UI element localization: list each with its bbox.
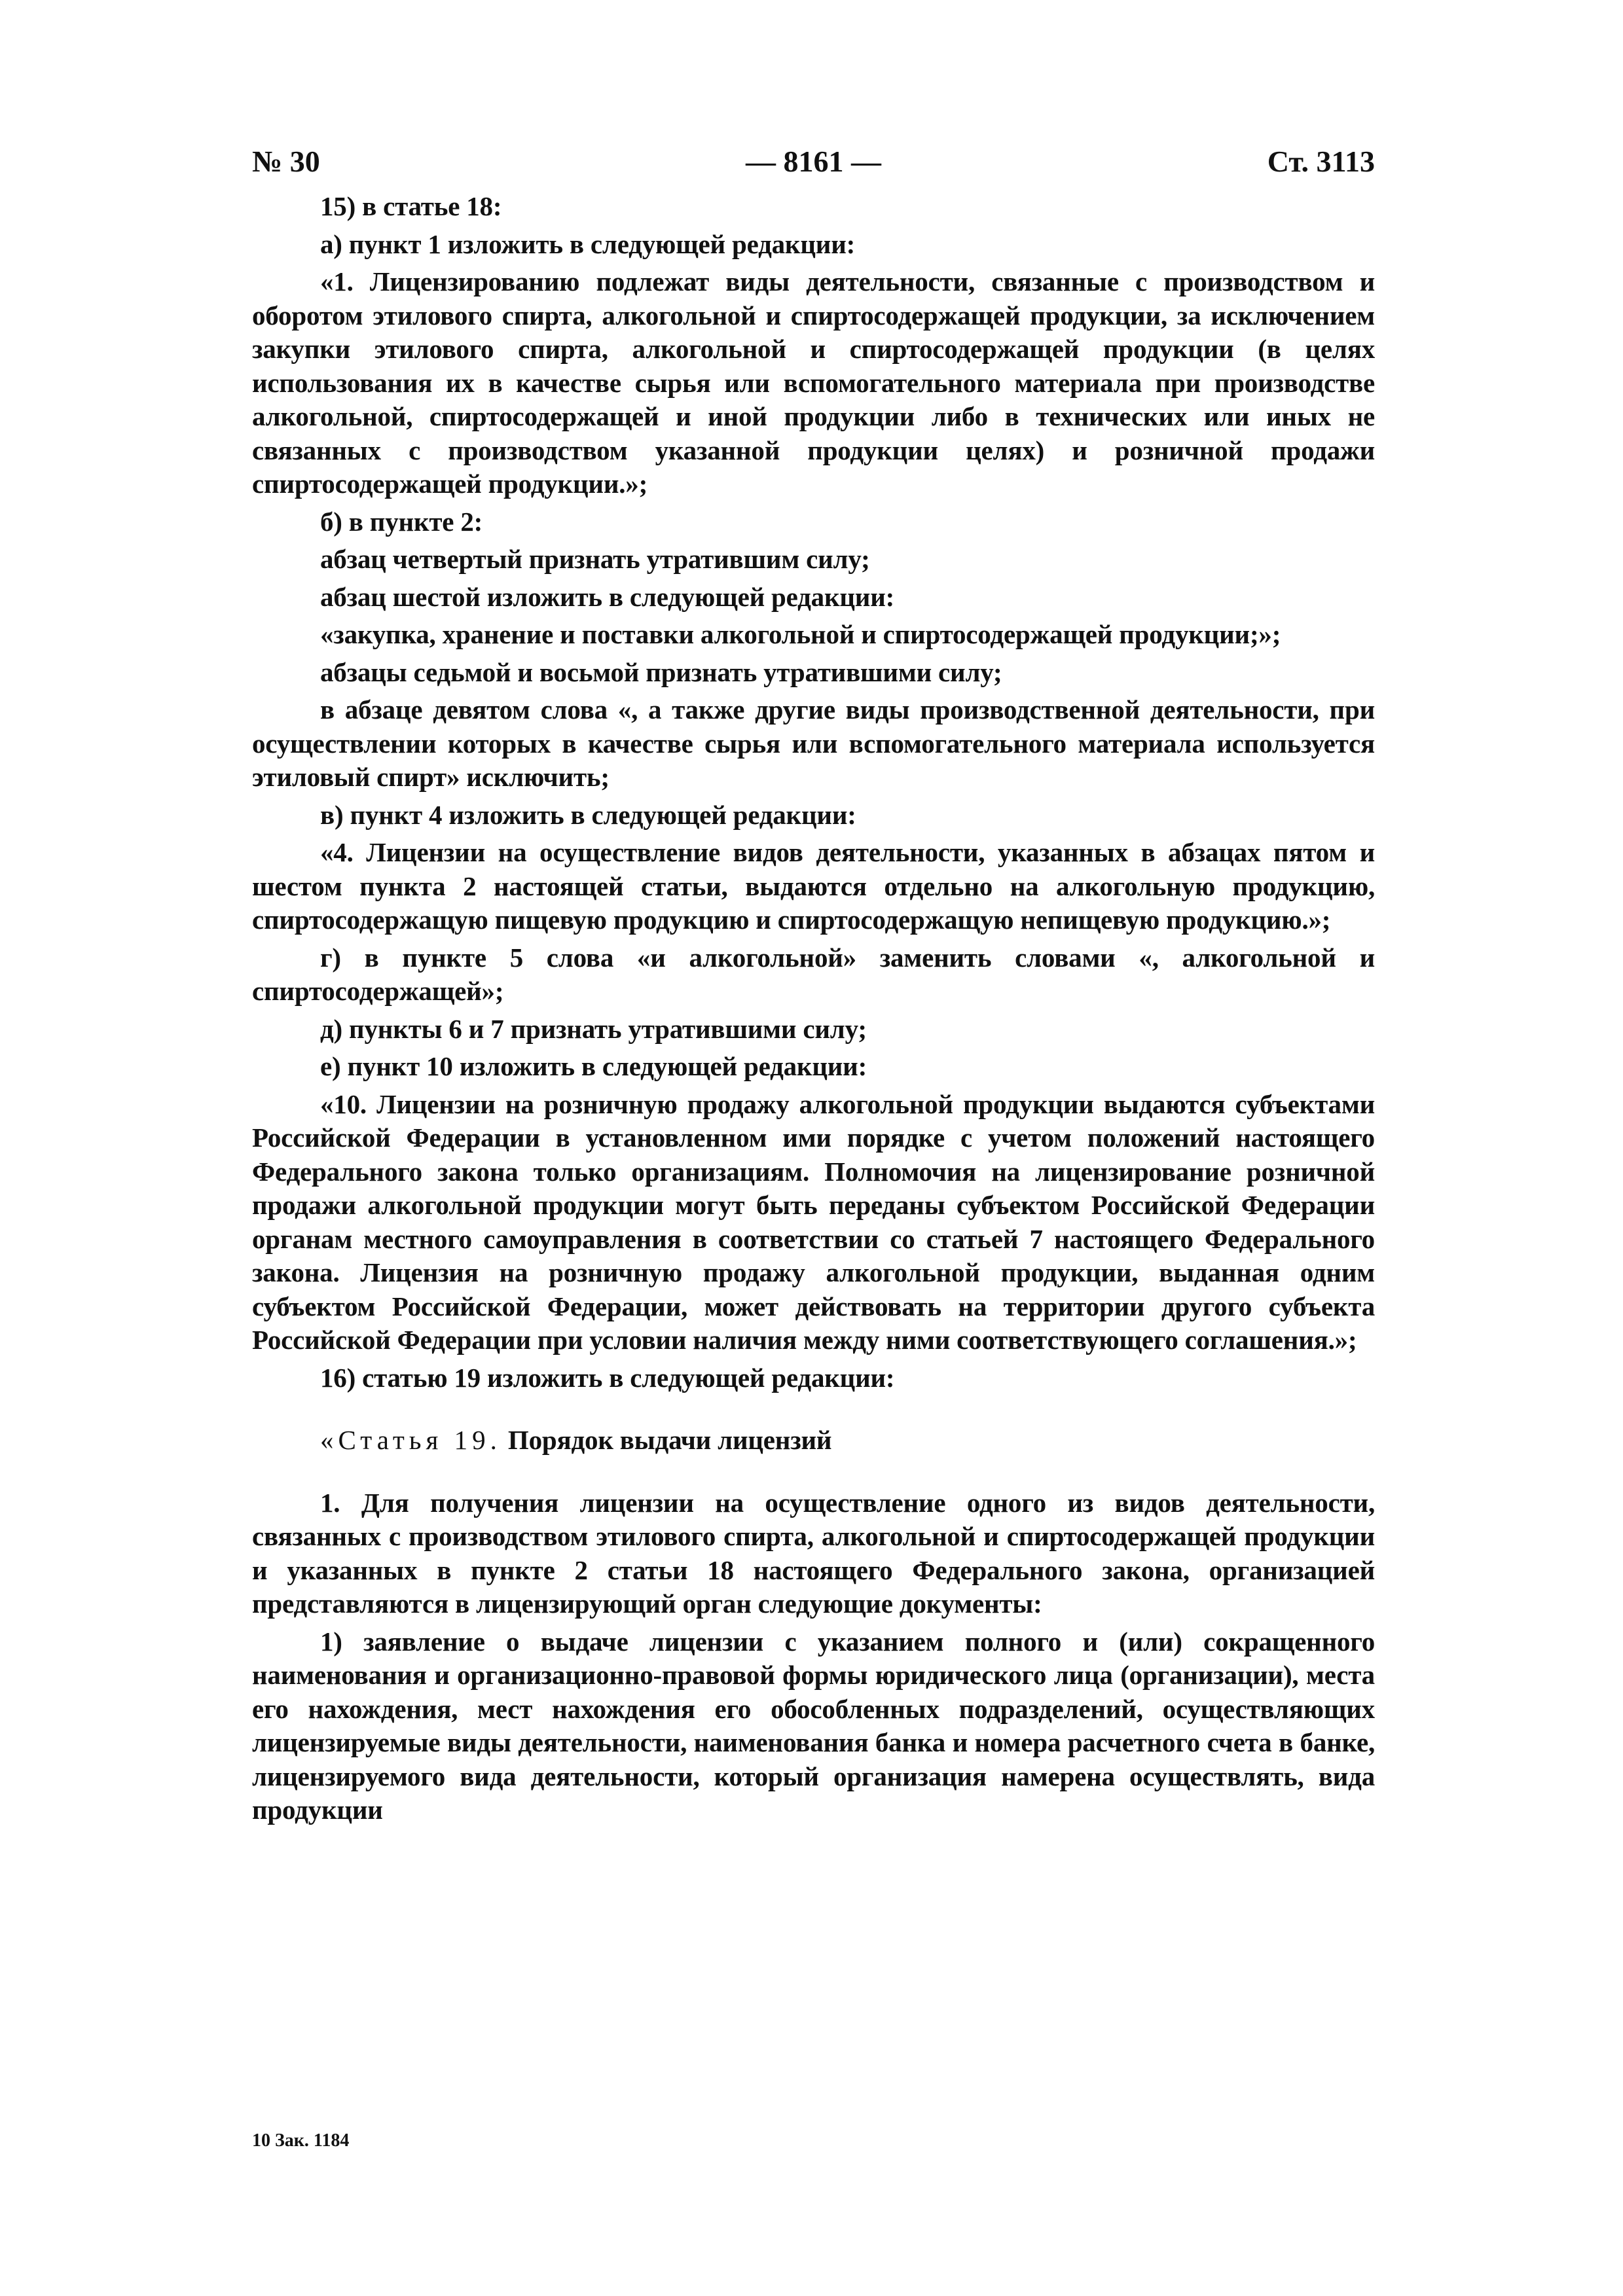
- paragraph-abzac-7-8: абзацы седьмой и восьмой признать утратившими силу;: [320, 656, 1002, 687]
- paragraph-abzac-4: абзац четвертый признать утратившим силу;: [320, 544, 870, 574]
- article-heading: [252, 1424, 1375, 1458]
- paragraph-subitem-g: г) в пункте 5 слова «и алкогольной» заменить словами «, алкогольной и спиртосодержащей»;: [252, 942, 1375, 1006]
- paragraph-item-16: 16) статью 19 изложить в следующей редакции:: [320, 1362, 895, 1393]
- page-header: [252, 144, 1375, 190]
- paragraph-abzac-9: в абзаце девятом слова «, а также другие виды производственной деятельности, при осуществлении которых в качестве сырья или вспомогательного материала используется этиловый спирт» исключить;: [252, 694, 1375, 792]
- paragraph-quote-point-4: «4. Лицензии на осуществление видов деятельности, указанных в абзацах пятом и шестом пункта 2 настоящей статьи, выдаются отдельно на алкогольную продукцию, спиртосодержащую пищевую продукцию и спиртосодержащую непищевую продукцию.»;: [252, 837, 1375, 935]
- article-reference: Ст. 3113: [1267, 145, 1375, 178]
- paragraph-subitem-v: в) пункт 4 изложить в следующей редакции:: [320, 799, 856, 830]
- paragraph-quote-purchase: «закупка, хранение и поставки алкогольной и спиртосодержащей продукции;»;: [320, 619, 1281, 649]
- print-order-note: 10 Зак. 1184: [252, 2130, 350, 2151]
- document-page: [252, 144, 1375, 1831]
- article-paragraph-1: 1. Для получения лицензии на осуществление одного из видов деятельности, связанных с производством этилового спирта, алкогольной и спиртосодержащей продукции и указанных в пункте 2 статьи 18 настоящего Федерального закона, организацией представляются в лицензирующий орган следующие документы:: [252, 1487, 1375, 1619]
- paragraph-abzac-6: абзац шестой изложить в следующей редакции:: [320, 581, 895, 612]
- paragraph-subitem-e: е) пункт 10 изложить в следующей редакции:: [320, 1051, 867, 1081]
- article-heading-prefix: «Статья 19.: [320, 1425, 501, 1455]
- paragraph-quote-point-1: «1. Лицензированию подлежат виды деятельности, связанные с производством и оборотом этилового спирта, алкогольной и спиртосодержащей продукции, за исключением закупки этилового спирта, алкогольной и спиртосодержащей продукции (в целях использования их в качестве сырья или вспомогательного материала при производстве алкогольной, спиртосодержащей и иной продукции либо в технических или иных не связанных с производством указанной продукции целях) и розничной продажи спиртосодержащей продукции.»;: [252, 266, 1375, 499]
- paragraph-subitem-d: д) пункты 6 и 7 признать утратившими силу;: [320, 1013, 867, 1044]
- issue-number: № 30: [252, 145, 320, 178]
- paragraph-subitem-b: б) в пункте 2:: [320, 506, 483, 537]
- document-body: [252, 190, 1375, 1827]
- article-heading-title: Порядок выдачи лицензий: [507, 1425, 832, 1455]
- paragraph-subitem-a: а) пункт 1 изложить в следующей редакции:: [320, 228, 856, 259]
- page-number: — 8161 —: [746, 145, 881, 178]
- paragraph-quote-point-10: «10. Лицензии на розничную продажу алкогольной продукции выдаются субъектами Российской Федерации в установленном ими порядке с учетом положений настоящего Федерального закона только организациям. Полномочия на лицензирование розничной продажи алкогольной продукции могут быть переданы субъектом Российской Федерации органам местного самоуправления в соответствии со статьей 7 настоящего Федерального закона. Лицензия на розничную продажу алкогольной продукции, выданная одним субъектом Российской Федерации, может действовать на территории другого субъекта Российской Федерации при условии наличия между ними соответствующего соглашения.»;: [252, 1088, 1375, 1355]
- article-paragraph-1-1: 1) заявление о выдаче лицензии с указанием полного и (или) сокращенного наименования и организационно-правовой формы юридического лица (организации), места его нахождения, мест нахождения его обособленных подразделений, осуществляющих лицензируемые виды деятельности, наименования банка и номера расчетного счета в банке, лицензируемого вида деятельности, который организация намерена осуществлять, вида продукции: [252, 1626, 1375, 1825]
- paragraph-item-15: 15) в статье 18:: [320, 191, 502, 221]
